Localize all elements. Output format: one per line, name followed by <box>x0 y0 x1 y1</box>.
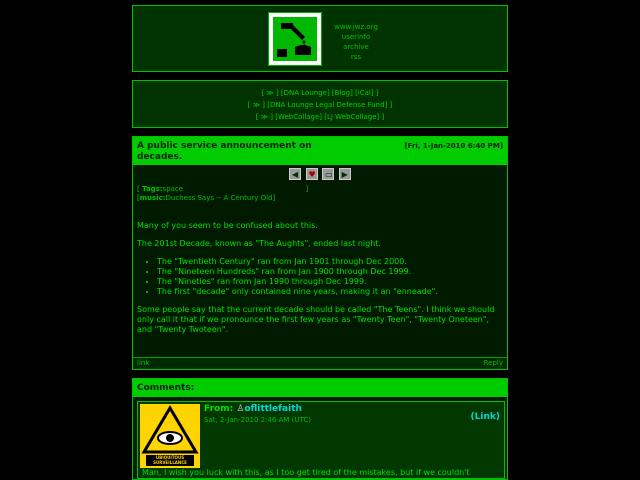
site-header <box>132 5 508 72</box>
list-item: • The "Nineties" ran from Jan 1990 through Dec 1999. <box>157 277 503 287</box>
blog-post <box>132 136 508 370</box>
tags-label: Tags: <box>141 185 163 193</box>
post-paragraph: Many of you seem to be confused about this. <box>137 221 318 230</box>
comment-date: Sat, 2-Jan-2010 2:46 AM (UTC) <box>204 416 311 424</box>
avatar-caption: UBIQUITOUS SURVEILLANCE <box>153 455 187 465</box>
avatar <box>140 404 200 468</box>
site-logo[interactable] <box>268 12 322 66</box>
comment-username[interactable]: oflittlefaith <box>244 404 302 414</box>
list-item: • The "Twentieth Century" ran from Jan 1901 through Dec 2000. <box>157 257 503 267</box>
nav-row-dna-lounge[interactable]: [ ≫ ] [DNA Lounge] [Blog] [iCal] ] <box>261 89 379 97</box>
tag-icon[interactable]: ▭ <box>322 168 334 180</box>
post-paragraph: Some people say that the current decade should be called "The Teens". I think we should only call it that if we pronounce the first few years as "Twenty Teen", "Twenty Oneteen", and "Twenty Twoteen". <box>137 305 495 334</box>
permalink[interactable]: link <box>137 359 150 367</box>
post-music: [music:Duchess Says -- A Century Old] <box>137 194 276 202</box>
comments-title: Comments: <box>137 383 195 393</box>
nav-row-webcollage[interactable]: [ ≫ ] [WebCollage] [LJ WebCollage] ] <box>255 113 385 121</box>
reply-link[interactable]: Reply <box>483 359 503 367</box>
post-header <box>133 137 507 165</box>
header-link-archive[interactable]: archive <box>343 43 369 51</box>
header-links <box>328 22 384 62</box>
comments-header <box>133 379 507 397</box>
user-icon: ♙ <box>236 404 245 414</box>
memory-heart-icon[interactable]: ♥ <box>306 168 318 180</box>
post-date: [Fri, 1-Jan-2010 6:40 PM] <box>404 142 503 150</box>
tag-link[interactable]: space <box>162 185 184 193</box>
header-link-userinfo[interactable]: userinfo <box>341 33 371 41</box>
post-footer <box>133 357 507 369</box>
comment-author <box>204 404 302 414</box>
from-label: From: <box>204 404 234 414</box>
comment-text: Man, I wish you luck with this, as I too get tired of the mistakes, but if we couldn't <box>142 468 470 477</box>
post-tags: [ Tags:space ] <box>137 185 309 193</box>
list-item: • The "Nineteen Hundreds" ran from Jan 1900 through Dec 1999. <box>157 267 503 277</box>
next-arrow-icon[interactable]: ▶ <box>339 168 351 180</box>
header-link-rss[interactable]: rss <box>350 53 362 61</box>
music-label: music: <box>139 194 166 202</box>
previous-arrow-icon[interactable]: ◀ <box>289 168 301 180</box>
corrosive-hazard-icon <box>273 17 317 61</box>
post-toolbar <box>289 168 353 182</box>
comment-link[interactable]: (Link) <box>470 412 500 422</box>
post-paragraph: The 201st Decade, known as "The Aughts", ended last night. <box>137 239 381 248</box>
nav-panel <box>132 80 508 128</box>
post-title: A public service announcement on decades. <box>137 141 312 162</box>
list-item: • The first "decade" only contained nine years, making it an "enneade". <box>157 287 503 297</box>
post-body <box>137 221 503 343</box>
comment <box>137 401 505 479</box>
header-link-home[interactable]: www.jwz.org <box>334 23 378 31</box>
nav-row-legal-fund[interactable]: [ ≫ ] [DNA Lounge Legal Defense Fund] ] <box>247 101 393 109</box>
post-bullet-list <box>137 257 503 297</box>
comments-section <box>132 378 508 480</box>
music-link[interactable]: Duchess Says -- A Century Old <box>165 194 273 202</box>
